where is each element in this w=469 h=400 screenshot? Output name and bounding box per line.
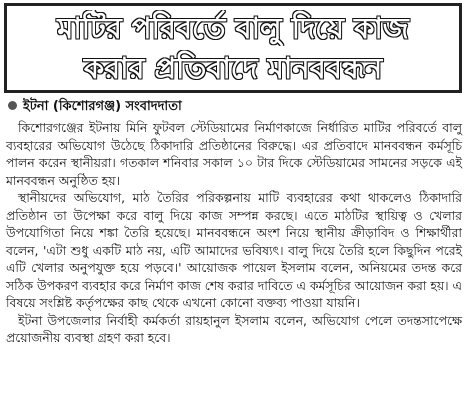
article-body bbox=[6, 119, 462, 347]
headline-line-2: করার প্রতিবাদে মানববন্ধন bbox=[83, 51, 383, 85]
byline bbox=[8, 98, 182, 116]
bullet-icon bbox=[8, 101, 17, 110]
paragraph-1: কিশোরগঞ্জের ইটনায় মিনি ফুটবল স্টেডিয়ামের নির্মাণকাজে নির্ধারিত মাটির পরিবর্তে বালু ব্যবহারের অভিযোগ উঠেছে ঠিকাদারি প্রতিষ্ঠানের বিরুদ্ধে। এর প্রতিবাদে মানববন্ধন কর্মসূচি পালন করেন স্থানীয়রা। গতকাল শনিবার সকাল ১০ টার দিকে স্টেডিয়ামের সামনের সড়কে এই মানববন্ধন অনুষ্ঠিত হয়। bbox=[6, 120, 462, 188]
paragraph-2: স্থানীয়দের অভিযোগ, মাঠ তৈরির পরিকল্পনায় মাটি ব্যবহারের কথা থাকলেও ঠিকাদারি প্রতিষ্ঠান তা উপেক্ষা করে বালু দিয়ে কাজ সম্পন্ন করছে। এতে মাঠটির স্থায়িত্ব ও খেলার উপযোগিতা নিয়ে শঙ্কা তৈরি হয়েছে। মানববন্ধনে অংশ নিয়ে স্থানীয় ক্রীড়াবিদ ও শিক্ষার্থীরা বলেন, 'এটা শুধু একটি মাঠ নয়, এটি আমাদের ভবিষ্যৎ। বালু দিয়ে তৈরি হলে কিছুদিন পরেই এটি খেলার অনুপযুক্ত হয়ে পড়বে।' আয়োজক পায়েল ইসলাম বলেন, অনিয়মের তদন্ত করে সঠিক উপকরণ ব্যবহার করে নির্মাণ কাজ শেষ করার দাবিতে এ কর্মসূচির আয়োজন করা হয়। এ বিষয়ে সংশ্লিষ্ট কর্তৃপক্ষের কাছ থেকে এখনো কোনো বক্তব্য পাওয়া যায়নি। bbox=[6, 190, 462, 310]
headline-box bbox=[4, 3, 462, 93]
headline-line-1: মাটির পরিবর্তে বালু দিয়ে কাজ bbox=[57, 11, 409, 45]
byline-text: ইটনা (কিশোরগঞ্জ) সংবাদদাতা bbox=[23, 99, 182, 114]
paragraph-3: ইটনা উপজেলার নির্বাহী কর্মকর্তা রায়হানুল ইসলাম বলেন, অভিযোগ পেলে তদন্তসাপেক্ষে প্রয়োজনীয় ব্যবস্থা গ্রহণ করা হবে। bbox=[6, 312, 462, 345]
